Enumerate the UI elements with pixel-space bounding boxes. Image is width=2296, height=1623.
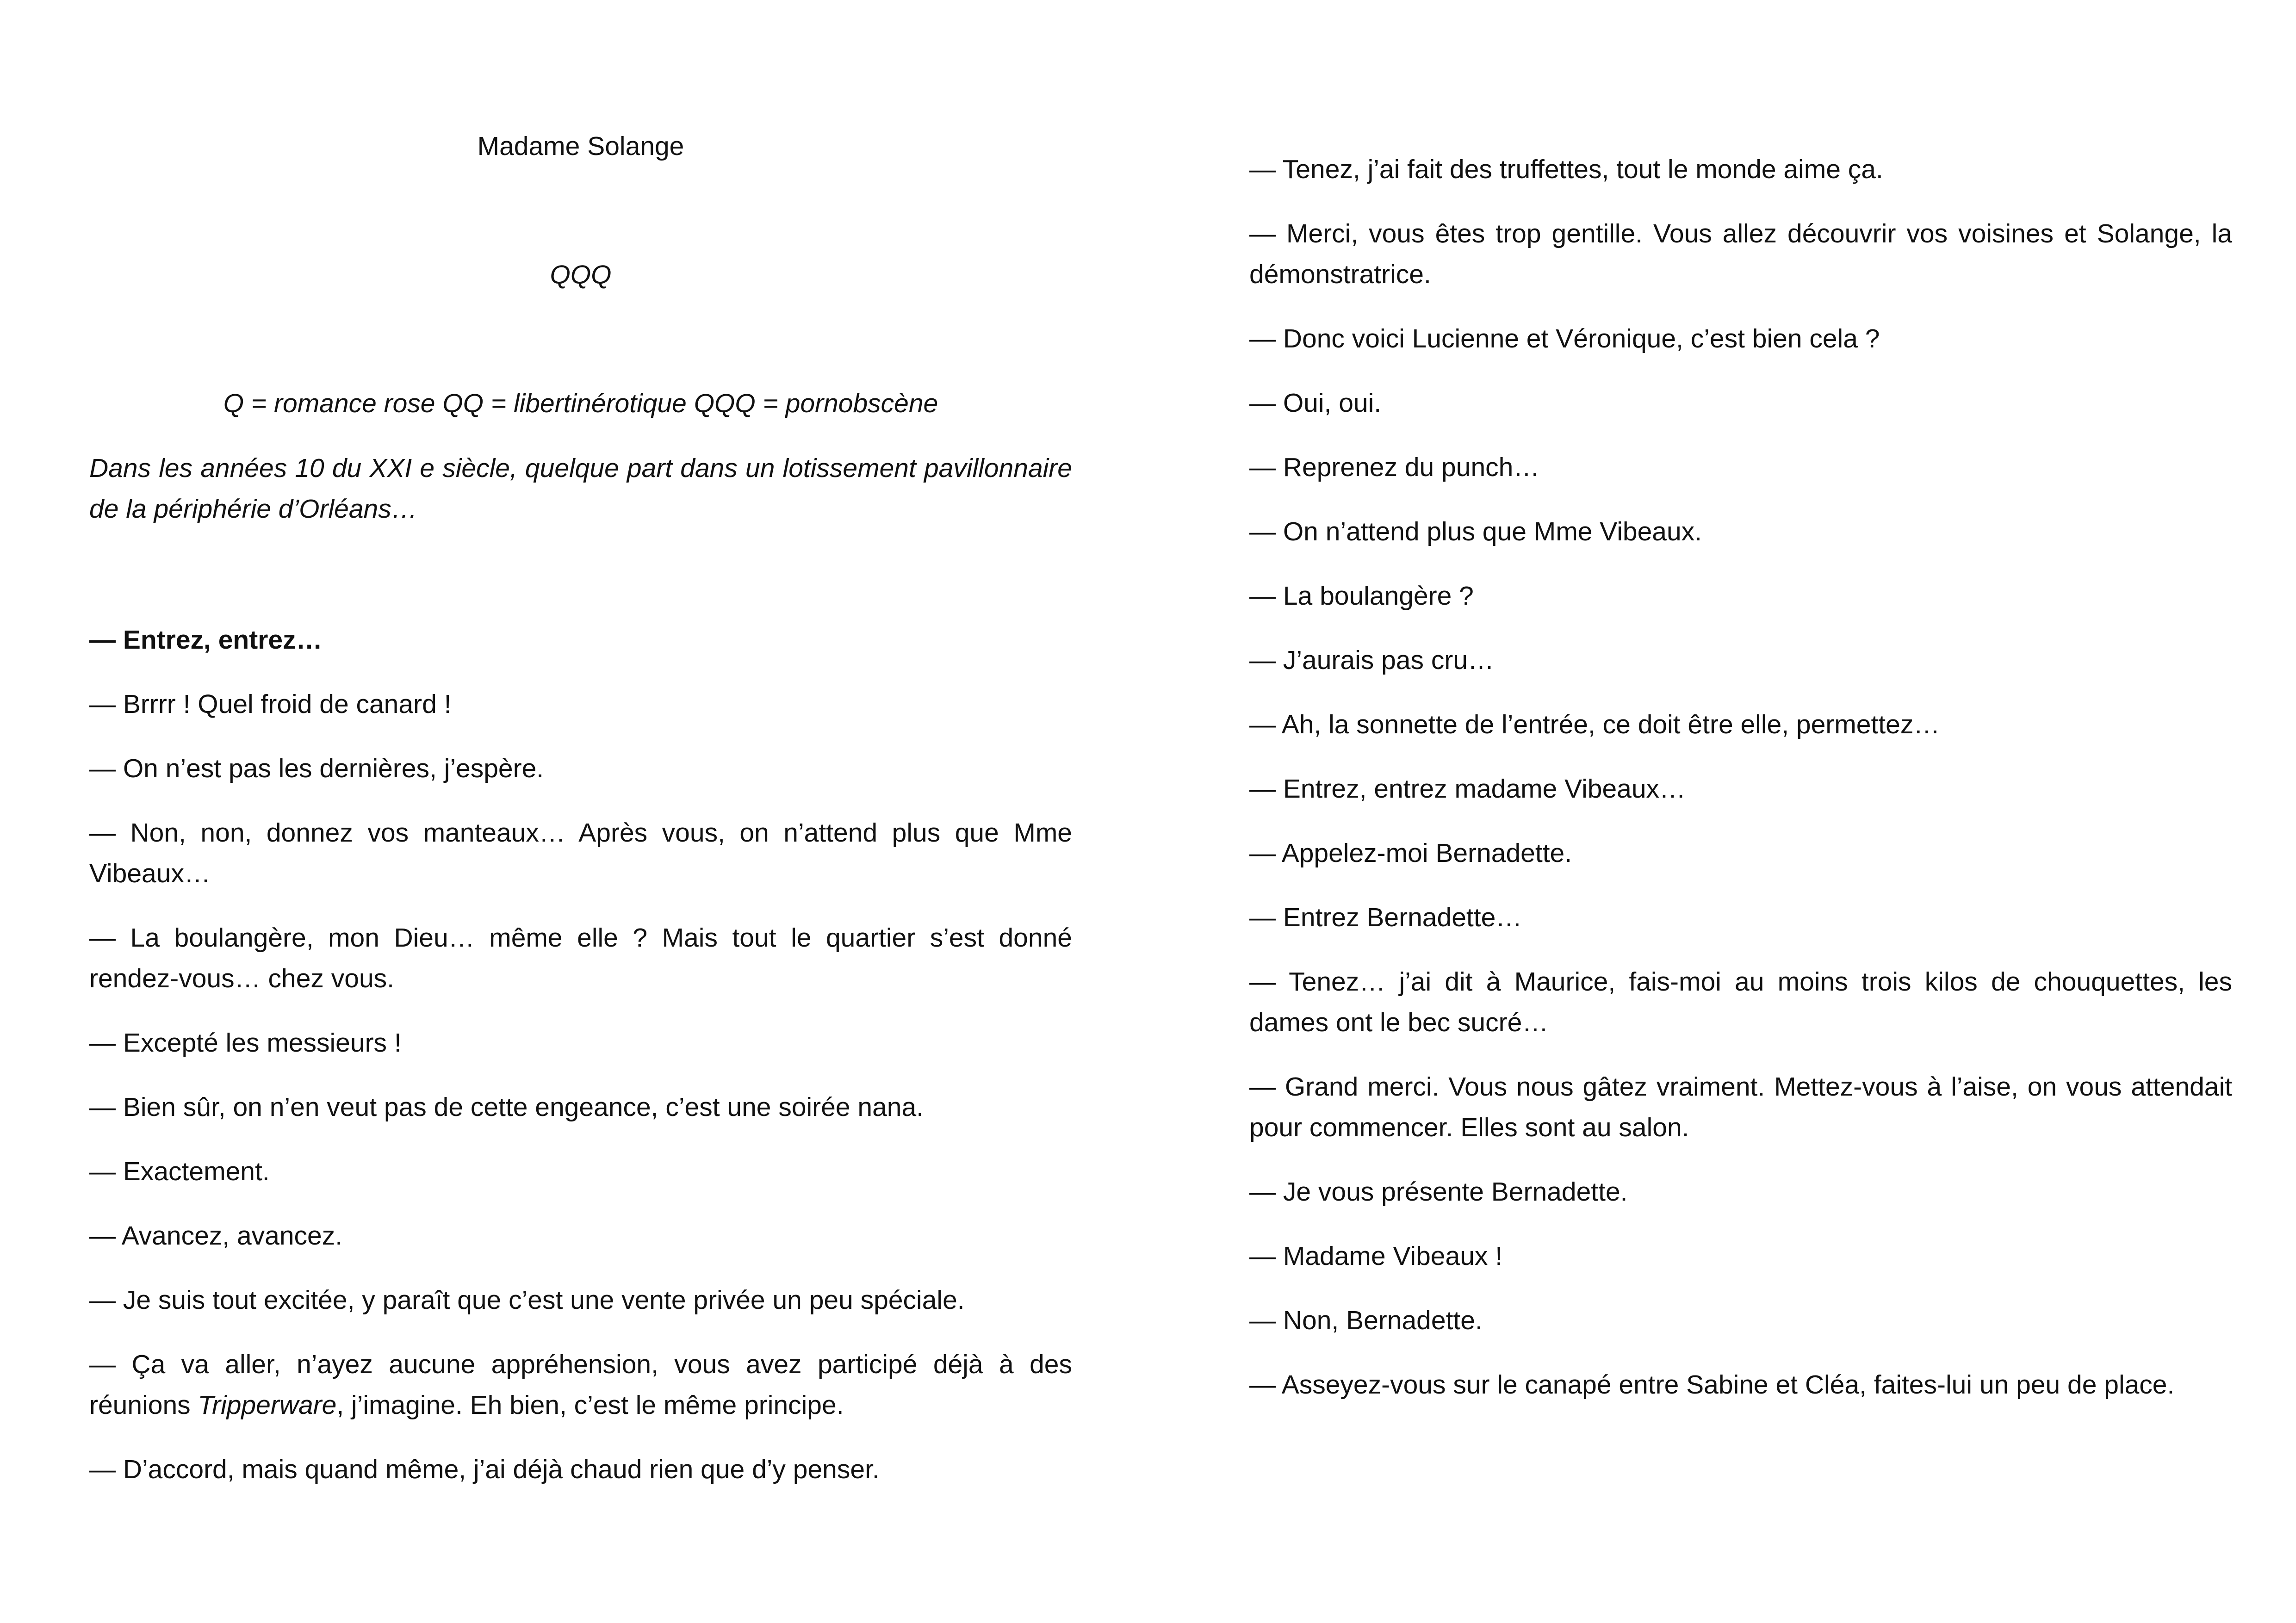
dialogue-line: — La boulangère, mon Dieu… même elle ? Mais tout le quartier s’est donné rendez-vous… chez vous. [89,923,1072,993]
dialogue-line: — Reprenez du punch… [1249,452,1540,482]
line-text: — Ça va aller, n’ayez aucune appréhension, vous avez participé déjà à des réunions [89,1350,1072,1420]
content-rating: QQQ [550,260,612,290]
dialogue-line: — Tenez, j’ai fait des truffettes, tout le monde aime ça. [1249,155,1883,184]
intro-paragraph: Dans les années 10 du XXI e siècle, quelque part dans un lotissement pavillonnaire de la périphérie d’Orléans… [89,453,1072,524]
dialogue-line: — Je suis tout excitée, y paraît que c’est une vente privée un peu spéciale. [89,1285,965,1315]
dialogue-line: — Appelez-moi Bernadette. [1249,838,1572,868]
dialogue-line: — Madame Vibeaux ! [1249,1241,1503,1271]
dialogue-line: — Exactement. [89,1157,270,1186]
brand-emphasis: Tripperware [198,1390,337,1420]
dialogue-line: — Brrrr ! Quel froid de canard ! [89,689,452,719]
dialogue-line: — J’aurais pas cru… [1249,645,1495,675]
dialogue-line: — Excepté les messieurs ! [89,1028,402,1058]
dialogue-line: — Donc voici Lucienne et Véronique, c’est bien cela ? [1249,324,1880,353]
dialogue-line: — On n’est pas les dernières, j’espère. [89,754,544,783]
dialogue-line: — Entrez Bernadette… [1249,903,1522,932]
dialogue-line: — Non, Bernadette. [1249,1306,1483,1335]
dialogue-line: — Grand merci. Vous nous gâtez vraiment. Mettez-vous à l’aise, on vous attendait pour commencer. Elles sont au salon. [1249,1072,2232,1142]
rating-legend: Q = romance rose QQ = libertinérotique QQQ = pornobscène [223,389,938,418]
dialogue-line: — Ah, la sonnette de l’entrée, ce doit être elle, permettez… [1249,710,1940,739]
document-title: Madame Solange [477,131,684,161]
dialogue-line-tripperware [89,1344,1072,1425]
dialogue-line: — Bien sûr, on n’en veut pas de cette engeance, c’est une soirée nana. [89,1092,924,1122]
dialogue-line: — Merci, vous êtes trop gentille. Vous allez découvrir vos voisines et Solange, la démonstratrice. [1249,219,2232,289]
dialogue-line: — Oui, oui. [1249,388,1382,418]
line-text: , j’imagine. Eh bien, c’est le même principe. [336,1390,844,1420]
dialogue-line: — D’accord, mais quand même, j’ai déjà chaud rien que d’y penser. [89,1455,880,1484]
dialogue-line: — Entrez, entrez madame Vibeaux… [1249,774,1686,804]
dialogue-line: — La boulangère ? [1249,581,1474,611]
dialogue-line: — Je vous présente Bernadette. [1249,1177,1628,1207]
dialogue-line: — Avancez, avancez. [89,1221,343,1251]
dialogue-line: — Non, non, donnez vos manteaux… Après vous, on n’attend plus que Mme Vibeaux… [89,818,1072,888]
dialogue-right [1249,149,2232,1429]
dialogue-line: — Asseyez-vous sur le canapé entre Sabine et Cléa, faites-lui un peu de place. [1249,1370,2175,1400]
dialogue-line: — On n’attend plus que Mme Vibeaux. [1249,517,1702,546]
dialogue-left [89,619,1072,1513]
dialogue-line: — Tenez… j’ai dit à Maurice, fais-moi au moins trois kilos de chouquettes, les dames ont le bec sucré… [1249,967,2232,1037]
dialogue-line: — Entrez, entrez… [89,625,323,655]
